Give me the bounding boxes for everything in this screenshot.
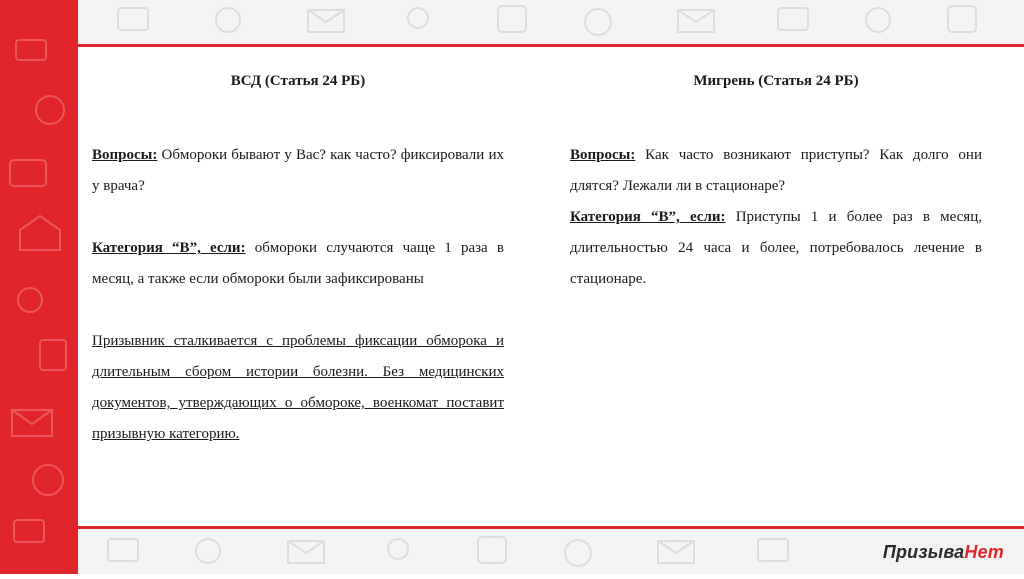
right-column-title: Мигрень (Статья 24 РБ) bbox=[693, 73, 859, 89]
left-category bbox=[92, 233, 504, 295]
left-note: Призывник сталкивается с проблемы фиксации обморока и длительным сбором истории болезни. Без медицинских документов, утверждающих о обмороке, военкомат поставит призывную категорию. bbox=[92, 333, 504, 442]
top-decor-band bbox=[78, 0, 1024, 44]
right-questions bbox=[570, 140, 982, 202]
brand-logo-part1: Призыва bbox=[882, 542, 965, 562]
left-category-label: Категория “В”, если: bbox=[92, 240, 246, 256]
left-questions-text: Обмороки бывают у Вас? как часто? фиксировали их у врача? bbox=[92, 147, 504, 194]
right-questions-label: Вопросы: bbox=[570, 147, 636, 163]
left-column-title: ВСД (Статья 24 РБ) bbox=[230, 73, 366, 89]
decor-pattern bbox=[0, 0, 78, 574]
left-category-text: обмороки случаются чаще 1 раза в месяц, а также если обмороки были зафиксированы bbox=[92, 240, 504, 287]
left-column bbox=[92, 70, 504, 450]
right-category-label: Категория “В”, если: bbox=[570, 209, 726, 225]
brand-logo bbox=[883, 542, 1004, 563]
top-decor-pattern bbox=[78, 0, 1024, 44]
left-questions-label: Вопросы: bbox=[92, 147, 158, 163]
right-column bbox=[570, 70, 982, 295]
right-category-text: Приступы 1 и более раз в месяц, длительностью 24 часа и более, потребовалось лечение в стационаре. bbox=[570, 209, 982, 287]
right-questions-text: Как часто возникают приступы? Как долго они длятся? Лежали ли в стационаре? bbox=[570, 147, 982, 194]
top-accent-line bbox=[78, 44, 1024, 47]
brand-logo-part2: Нет bbox=[964, 542, 1004, 562]
left-decor-band bbox=[0, 0, 78, 574]
right-category bbox=[570, 202, 982, 295]
left-questions bbox=[92, 140, 504, 202]
